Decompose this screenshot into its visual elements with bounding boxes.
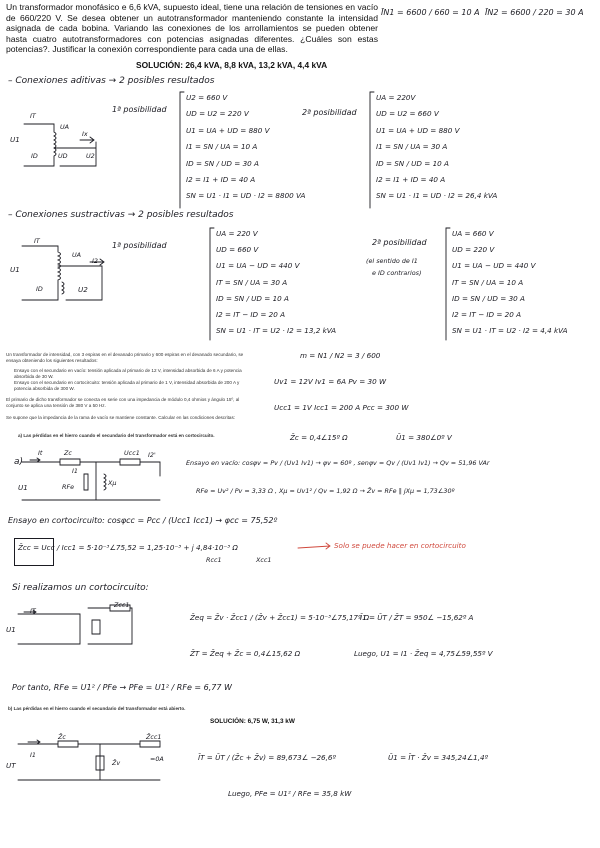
aditivas-circ-ud: UD [58, 152, 68, 160]
sust-circ-it: IT [34, 237, 40, 245]
aditivas-poss2-line: UD = U2 = 660 V [376, 109, 439, 119]
hw-current-in1: ĪN1 = 6600 / 660 = 10 A [381, 8, 480, 17]
hw-zc: Z̄c = 0,4∠15º Ω [290, 433, 348, 442]
circ-a-rfe: RFe [62, 483, 75, 491]
sustractivas-poss2-line: U1 = UA − UD = 440 V [452, 261, 536, 271]
circuit-b-arrow [28, 740, 40, 744]
aditivas-poss1-line: SN = U1 · I1 = UD · I2 = 8800 VA [186, 191, 306, 201]
aditivas-poss2-line: UA = 220V [376, 93, 416, 102]
problem1-statement: Un transformador monofásico e 6,6 kVA, supuesto ideal, tiene una relación de tensiones en vacío de 660/220 V. Se desea obtener un autotransformador manteniendo constante la intensidad asignada de cada bobina. Variando las conexiones de los arrollamientos se pueden obtener hasta cuatro autotransformadores con potencias asignadas diferentes. ¿Cuáles son estas potencias?. Justificar la conexión correspondiente para cada una de ellas. [6, 2, 378, 55]
circ-b-i1: I1 [30, 751, 36, 759]
sustractivas-poss2-line: UA = 660 V [452, 229, 494, 238]
circ-a-zc: Zc [64, 449, 72, 457]
hw-red-note: Solo se puede hacer en cortocircuito [334, 541, 466, 550]
red-arrow [298, 543, 330, 549]
hw-part-a-label: a) [14, 457, 24, 467]
problem2-solution-b: SOLUCIÓN: 6,75 W, 31,3 kW [210, 718, 295, 725]
hw-sc-title: Si realizamos un cortocircuito: [12, 583, 149, 593]
hw-luego-u1: Luego, U1 = I1 · Z̄eq = 4,75∠59,55º V [354, 649, 493, 658]
aditivas-poss1-line: I1 = SN / UA = 10 A [186, 142, 258, 152]
circ-a-i2: I2' [148, 451, 156, 459]
aditivas-circ-id: ID [31, 152, 38, 160]
problem2-bullets [6, 368, 244, 392]
sust-circ-u1: U1 [10, 265, 20, 274]
sust-bracket-1 [210, 228, 214, 340]
sustractivas-poss1-line: U1 = UA − UD = 440 V [216, 261, 300, 271]
sustractivas-poss2-line: SN = U1 · IT = U2 · I2 = 4,4 kVA [452, 326, 568, 336]
sustractivas-poss1-line: UA = 220 V [216, 229, 258, 238]
problem2-bullet: Ensayo con el secundario en cortocircuito: tensión aplicada al primario de 1 V, intensidad absorbida de 200 A y potencia absorbida de 300 W. [14, 380, 240, 392]
aditivas-bracket-1 [180, 92, 184, 208]
sustractivas-poss1-label: 1ª posibilidad [112, 241, 167, 250]
hw-u1-b: Ū1 = ĪT · Z̄v = 345,24∠1,4º [388, 753, 488, 762]
circ-sc-u1: U1 [6, 625, 16, 634]
circ-b-ia: =0A [150, 755, 164, 763]
hw-ratio-m: m = N1 / N2 = 3 / 600 [300, 351, 381, 360]
aditivas-poss2-line: I2 = I1 + ID = 40 A [376, 175, 446, 185]
sustractivas-poss1-line: UD = 660 V [216, 245, 259, 255]
aditivas-circ-ix: Ix [82, 130, 88, 138]
circ-b-zcc: Z̄cc1 [146, 733, 162, 741]
sustractivas-poss2-label: 2ª posibilidad [372, 238, 427, 247]
hw-u1: Ū1 = 380∠0º V [396, 433, 452, 442]
sustractivas-poss1-line: ID = SN / UD = 10 A [216, 293, 289, 303]
circ-b-zv: Z̄v [112, 759, 121, 767]
problem2-question-b: b) Las pérdidas en el hierro cuando el secundario del transformador está abierto. [8, 706, 186, 711]
aditivas-circ-ua: UA [60, 123, 70, 131]
sust-circ-i2: I2 [92, 257, 98, 265]
sustractivas-poss2-line: IT = SN / UA = 10 A [452, 277, 524, 287]
sust-circ-ua: UA [72, 251, 82, 259]
hw-zcc: Z̄cc = Ucc / Icc1 = 5·10⁻³∠75,52 = 1,25·10⁻³ + j 4,84·10⁻³ Ω [18, 543, 238, 552]
problem2-question-a: a) Las pérdidas en el hierro cuando el secundario del transformador está en cortocircuito. [18, 433, 215, 438]
sustractivas-poss2-list [452, 226, 568, 339]
aditivas-poss1-line: U1 = UA + UD = 880 V [186, 125, 270, 135]
hw-it-b: ĪT = ŪT / (Z̄c + Z̄v) = 89,673∠ −26,6º [198, 753, 336, 762]
sust-circuit-coil2 [62, 282, 64, 294]
aditivas-poss1-line: U2 = 660 V [186, 93, 228, 102]
hw-pfe-a: Por tanto, RFe = U1² / PFe → PFe = U1² / RFe = 6,77 W [12, 683, 232, 692]
aditivas-poss1-list [186, 90, 305, 205]
circ-a-i1: I1 [72, 467, 78, 475]
sustractivas-poss2-line: ID = SN / UD = 30 A [452, 293, 525, 303]
hw-cc-data: Ucc1 = 1V Icc1 = 200 A Pcc = 300 W [274, 403, 409, 412]
sust-bracket-2 [446, 228, 450, 340]
circ-a-it: It [38, 449, 43, 457]
sust-circ-u2: U2 [78, 285, 88, 294]
circuit-a [22, 459, 160, 500]
circ-b-zc: Z̄c [58, 733, 66, 741]
hw-pfe-b: Luego, PFe = U1² / RFe = 35,8 kW [228, 789, 352, 798]
circ-b-ut: UT [6, 761, 16, 770]
sustractivas-poss2-line: UD = 220 V [452, 245, 495, 255]
aditivas-poss2-line: I1 = SN / UA = 30 A [376, 142, 448, 152]
problem2-para2: El primario de dicho transformador se conecta en serie con una impedancia de módulo 0,4 ohmios y ángulo 15º, al conjunto se aplica una tensión de 380 V a 50 Hz. [6, 397, 240, 409]
aditivas-bracket-2 [370, 92, 374, 208]
aditivas-circ-u2: U2 [86, 152, 95, 160]
aditivas-poss1-line: UD = U2 = 220 V [186, 109, 249, 119]
circ-a-u1: U1 [18, 483, 28, 492]
sustractivas-title: – Conexiones sustractivas → 2 posibles resultados [8, 210, 234, 220]
aditivas-poss2-line: U1 = UA + UD = 880 V [376, 125, 460, 135]
circuit-a-arrow [30, 458, 40, 462]
problem2-bullet: Ensayo con el secundario en vacío: tensión aplicada al primario de 12 V, intensidad absorbida de 6 A y potencia absorbida de 30 W. [14, 368, 242, 380]
aditivas-poss2-line: SN = U1 · I1 = UD · I2 = 26,4 kVA [376, 191, 498, 201]
circ-sc-it: IT [30, 607, 36, 615]
sust-circ-id: ID [36, 285, 43, 293]
hw-ensayo-vacio: Ensayo en vacío: cosφv = Pv / (Uv1 Iv1) → φv = 60º , senφv = Qv / (Uv1 Iv1) → Qv = 51,96 VAr [186, 459, 490, 467]
circuit-b [18, 741, 160, 780]
aditivas-title: – Conexiones aditivas → 2 posibles resultados [8, 76, 215, 86]
hw-zeq: Z̄eq = Z̄v · Z̄cc1 / (Z̄v + Z̄cc1) = 5·10⁻³∠75,17º Ω [190, 613, 370, 622]
aditivas-circ-it: IT [30, 112, 36, 120]
aditivas-poss1-line: ID = SN / UD = 30 A [186, 158, 259, 168]
sustractivas-poss2-line: I2 = IT − ID = 20 A [452, 310, 521, 320]
aditivas-poss1-line: I2 = I1 + ID = 40 A [186, 175, 256, 185]
hw-i1: Ī1 = ŪT / Z̄T = 950∠ −15,62º A [360, 613, 474, 622]
aditivas-poss2-label: 2ª posibilidad [302, 108, 357, 117]
aditivas-circ-u1: U1 [10, 135, 20, 144]
sustractivas-poss1-line: SN = U1 · IT = U2 · I2 = 13,2 kVA [216, 326, 337, 336]
circ-a-ucc: Ucc1 [124, 449, 140, 457]
sustractivas-poss1-line: IT = SN / UA = 30 A [216, 277, 288, 287]
sustractivas-poss1-line: I2 = IT − ID = 20 A [216, 310, 285, 320]
hw-rcc1: Rcc1 [206, 556, 222, 564]
aditivas-poss1-label: 1ª posibilidad [112, 105, 167, 114]
hw-vacio-data: Uv1 = 12V Iv1 = 6A Pv = 30 W [274, 377, 387, 386]
circ-a-xm: Xμ [108, 479, 117, 487]
sustractivas-note2: e ID contrarios) [372, 269, 422, 277]
hw-rfe-xm-zv: RFe = Uv² / Pv = 3,33 Ω , Xμ = Uv1² / Qv = 1,92 Ω → Z̄v = RFe ∥ jXμ = 1,73∠30º [196, 487, 455, 495]
circ-sc-zc: Zcc1 [114, 601, 130, 609]
problem2-intro: Un transformador de intensidad, con 3 espiras en el devanado primario y 600 espiras en el devanado secundario, se ensaya obteniendo los siguientes resultados: [6, 352, 244, 364]
problem1-solution: SOLUCIÓN: 26,4 kVA, 8,8 kVA, 13,2 kVA, 4,4 kVA [136, 60, 328, 70]
sust-circuit [22, 246, 102, 300]
hw-zt: Z̄T = Z̄eq + Z̄c = 0,4∠15,62 Ω [190, 649, 301, 658]
hw-current-in2: ĪN2 = 6600 / 220 = 30 A [485, 8, 584, 17]
sustractivas-note1: (el sentido de I1 [366, 257, 418, 265]
problem2-para3: Se supone que la impedancia de la rama de vacío se mantiene constante. Calcular en las condiciones descritas: [6, 415, 236, 420]
hw-xcc1: Xcc1 [256, 556, 272, 564]
sustractivas-poss1-list [216, 226, 336, 339]
aditivas-poss2-line: ID = SN / UD = 10 A [376, 158, 449, 168]
hw-ensayo-cc: Ensayo en cortocircuito: cosφcc = Pcc / (Ucc1 Icc1) → φcc = 75,52º [8, 516, 278, 525]
aditivas-poss2-list [376, 90, 497, 205]
